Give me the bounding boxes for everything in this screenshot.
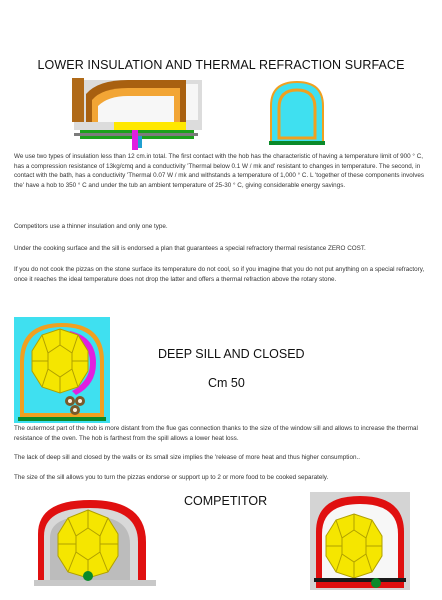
paragraph-heat-release: The lack of deep sill and closed by the walls or its small size implies the 'release of more heat and thus higher consumption.. — [14, 454, 360, 461]
paragraph-hob-distance: The outermost part of the hob is more distant from the flue gas connection thanks to the size of the window sill and allows to increase the thermal resistance of the oven. The hob is farthest from the spill allows a lower heat loss. — [14, 425, 418, 442]
section-title-deep-sill: DEEP SILL AND CLOSED — [158, 347, 305, 361]
competitor-oven-left-image — [30, 494, 160, 588]
paragraph-sill-size: The size of the sill allows you to turn the pizzas endorse or support up to 2 or more food to be cooked separately. — [14, 474, 329, 481]
deep-sill-oven-image — [14, 317, 110, 423]
competitor-oven-right-image — [310, 492, 410, 590]
paragraph-refractory-plan: Under the cooking surface and the sill is endorsed a plan that guarantees a special refractory thermal resistance ZERO COST. — [14, 245, 366, 252]
section-title-insulation: LOWER INSULATION AND THERMAL REFRACTION SURFACE — [37, 58, 405, 72]
paragraph-insulation-types: We use two types of insulation less than 12 cm.in total. The first contact with the hob has the characteristic of having a temperature limit of 900 ° C, has a compression resistance of 13kg/cmq and a conductivity 'Thermal below 0.1 W / mk and' resistant to changes in temperature. The second, in contact with the bath, has a conductivity 'Thermal 0.07 W / mk and withstands a temperature of 1,000 ° C. L 'together of these components involves the' have a hob to 350 ° C and under the tub an ambient temperature of 25-30 ° C, giving considerable energy savings. — [14, 153, 425, 189]
paragraph-thermal-refraction: If you do not cook the pizzas on the stone surface its temperature do not cool, so if you imagine that you do not put anything on a special refractory, once it reaches the ideal temperature does not drop the latter and offers a thermal refraction above the rotary stone. — [14, 266, 425, 283]
paragraph-competitors: Competitors use a thinner insulation and only one type. — [14, 223, 168, 230]
oven-top-view-image — [265, 78, 329, 148]
section-title-competitor: COMPETITOR — [184, 494, 268, 508]
oven-cross-section-image — [68, 78, 208, 150]
section-subtitle-depth: Cm 50 — [208, 376, 245, 390]
